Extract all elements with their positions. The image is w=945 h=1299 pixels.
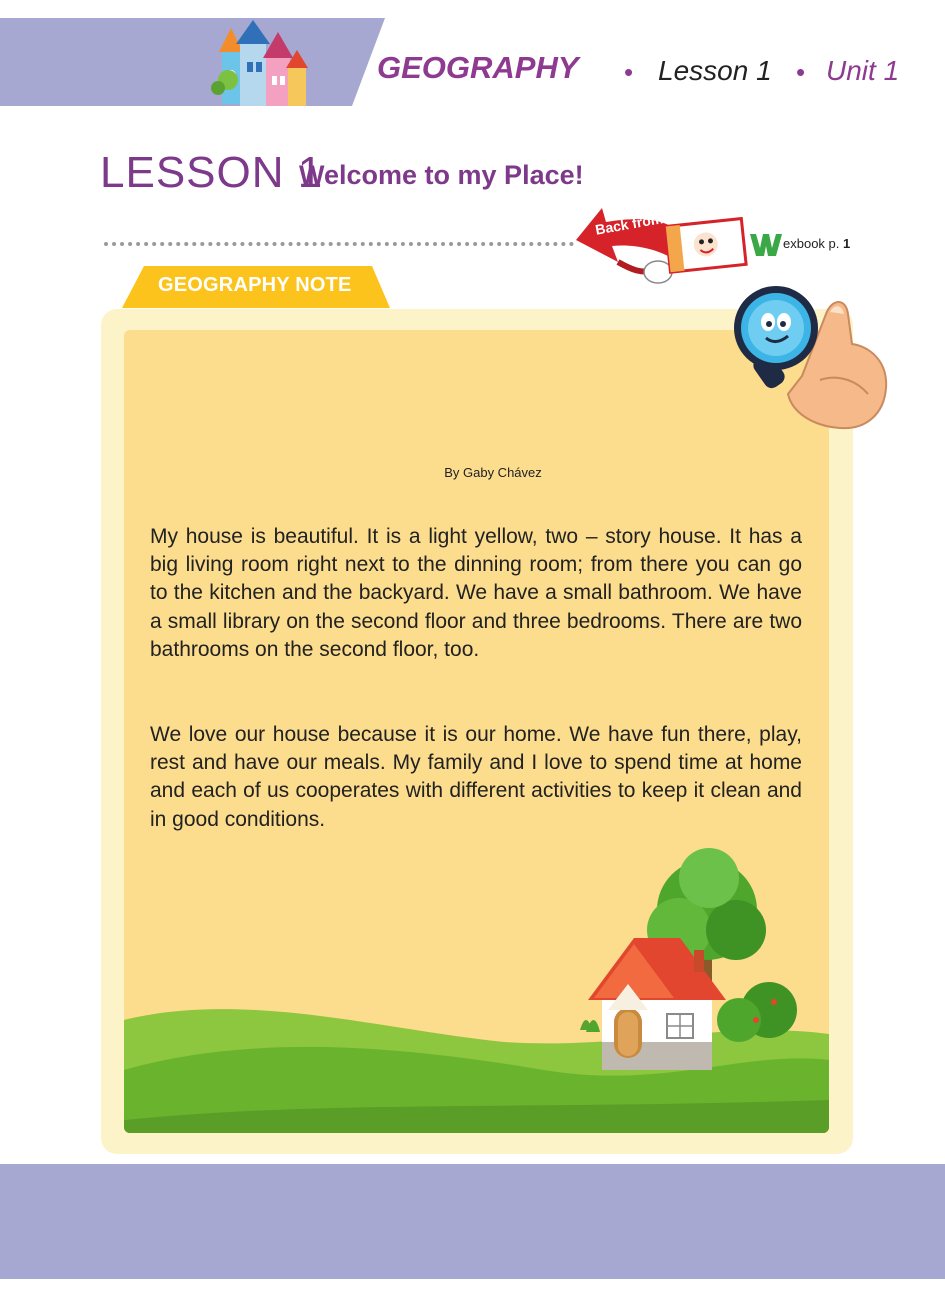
author-byline: By Gaby Chávez bbox=[444, 465, 542, 480]
note-tab-label: GEOGRAPHY NOTE bbox=[158, 274, 352, 296]
back-from-label: Back from bbox=[594, 210, 665, 238]
separator-dot: • bbox=[796, 57, 806, 87]
lesson-label: Lesson 1 bbox=[658, 55, 772, 86]
footer-band bbox=[0, 1164, 945, 1279]
subject-title: GEOGRAPHY bbox=[377, 50, 579, 85]
paragraph: We love our house because it is our home. We have fun there, play, rest and have our meals. My family and I love to spend time at home and each of us cooperates with different activities to keep it clean and in good conditions. bbox=[150, 723, 802, 831]
magnifier-hand-icon bbox=[728, 284, 893, 434]
lesson-title: Welcome to my Place! bbox=[299, 160, 584, 190]
paragraph: My house is beautiful. It is a light yellow, two – story house. It has a big living room right next to the dinning room; from there you can go to the kitchen and the backyard. We have a small bathroom. We have a small library on the second floor and three bedrooms. There are two bathrooms on the second floor, too. bbox=[150, 525, 802, 661]
separator-dot: • bbox=[624, 57, 634, 87]
page-number: 1 bbox=[843, 236, 851, 251]
unit-label: Unit 1 bbox=[826, 55, 900, 86]
lesson-number: LESSON 1 bbox=[100, 148, 324, 197]
book-name: exbook bbox=[783, 236, 825, 251]
wexbook-logo-icon bbox=[748, 228, 784, 258]
wexbook-reference bbox=[783, 236, 850, 251]
page-prefix: p. bbox=[828, 236, 840, 251]
dotted-divider bbox=[104, 242, 574, 246]
